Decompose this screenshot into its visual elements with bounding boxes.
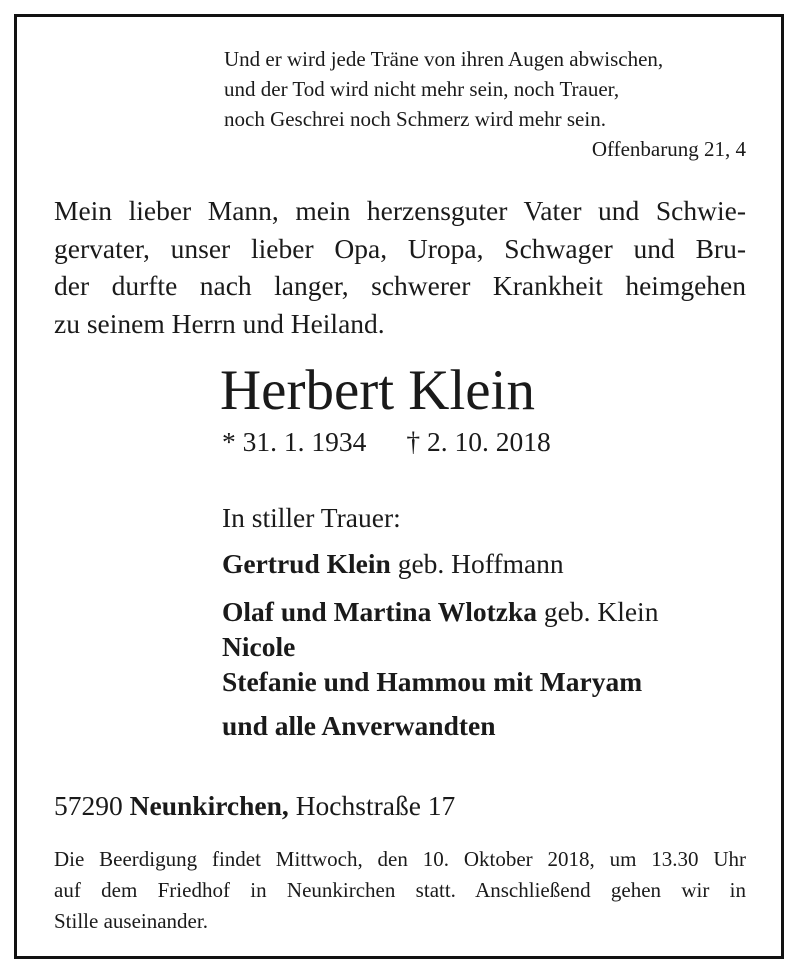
intro-line: gervater, unser lieber Opa, Uropa, Schwager und Bru-: [54, 232, 746, 264]
family-address: [54, 786, 455, 826]
verse-line: und der Tod wird nicht mehr sein, noch Trauer,: [224, 77, 620, 101]
intro-line: zu seinem Herrn und Heiland.: [54, 307, 385, 339]
funeral-line: Stille auseinander.: [54, 909, 208, 933]
funeral-info: [54, 844, 746, 937]
mourners-block: [222, 500, 658, 744]
mourner-row: [222, 708, 658, 744]
mourner-row: [222, 594, 658, 630]
mourner-name: Olaf und Martina Wlotzka: [222, 596, 538, 627]
mourner-row: [222, 546, 658, 582]
mourner-suffix: geb. Klein: [537, 596, 659, 627]
address-zip: 57290: [54, 790, 123, 821]
mourner-name: Stefanie und Hammou mit Maryam: [222, 666, 643, 697]
mourner-row: [222, 664, 658, 700]
verse-source: Offenbarung 21, 4: [591, 137, 746, 161]
intro-line: der durfte nach langer, schwerer Krankheit heimgehen: [54, 270, 746, 301]
birth-date: * 31. 1. 1934: [222, 426, 367, 457]
mourner-name: und alle Anverwandten: [222, 710, 496, 741]
verse-line: noch Geschrei noch Schmerz wird mehr sein.: [224, 107, 606, 131]
intro-line: Mein lieber Mann, mein herzensguter Vater und Schwie-: [54, 195, 746, 226]
mourner-suffix: geb. Hoffmann: [390, 548, 564, 579]
mourner-row: [222, 630, 658, 664]
bible-verse: [224, 44, 746, 164]
mourner-name: Gertrud Klein: [222, 548, 391, 579]
life-dates: [222, 424, 551, 460]
verse-line: Und er wird jede Träne von ihren Augen abwischen,: [224, 47, 664, 71]
funeral-line: Die Beerdigung findet Mittwoch, den 10. Oktober 2018, um 13.30 Uhr: [54, 847, 746, 871]
mourner-name: Nicole: [222, 631, 296, 662]
funeral-line: auf dem Friedhof in Neunkirchen statt. Anschließend gehen wir in: [54, 878, 746, 902]
address-street: Hochstraße 17: [295, 790, 456, 821]
death-date: † 2. 10. 2018: [406, 426, 551, 457]
deceased-name: Herbert Klein: [220, 359, 535, 422]
address-city: Neunkirchen,: [129, 790, 289, 821]
mourners-heading: In stiller Trauer:: [222, 502, 401, 533]
intro-paragraph: [54, 192, 746, 342]
